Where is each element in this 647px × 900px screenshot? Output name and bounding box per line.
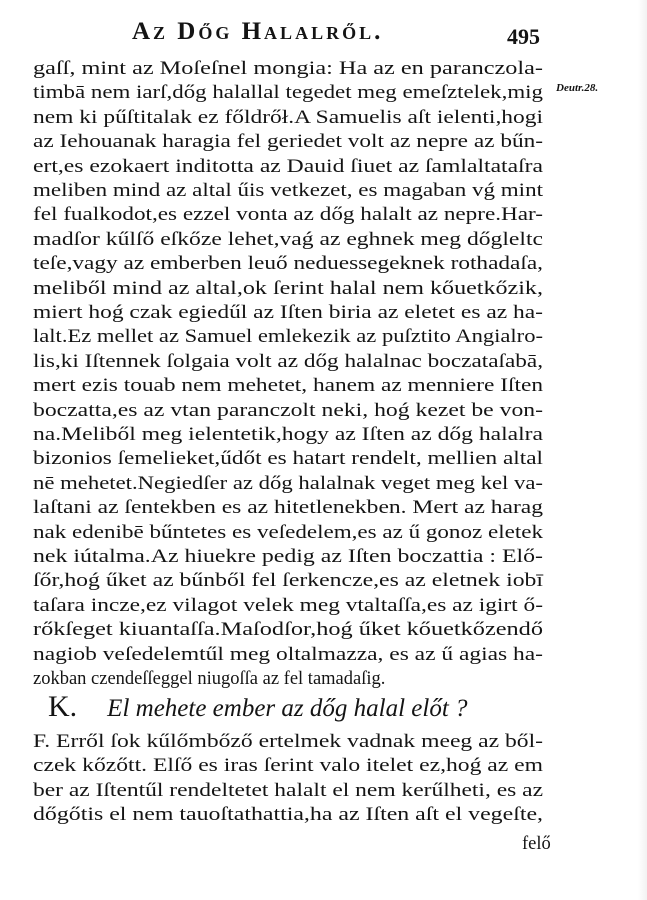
heading-letter: K. (48, 690, 78, 723)
answer-line: ber az Iſtentűl rendeltetet halalt el nem kerűlheti, es az (33, 780, 543, 801)
body-line: nem ki pűſtitalak ez főldrőł.A Samuelis aſt ielenti,hogi (33, 107, 543, 128)
body-line: fel fualkodot,es ezzel vonta az dőg halalt az nepre.Har- (33, 205, 543, 226)
body-line: bizonios ſemelieket,űdőt es hatart rendelt, mellien altal (33, 449, 543, 470)
body-line: lis,ki Iſtennek ſolgaia volt az dőg halalnac boczataſabā, (33, 351, 543, 372)
answer-line: F. Erről ſok kűlőmbőző ertelmek vadnak meeg az ből- (33, 732, 543, 752)
body-line: na.Meliből meg ielentetik,hogy az Iſten az dőg halalra (33, 425, 543, 445)
body-line: ſőr,hoǵ űket az bűnből fel ſerkencze,es az eletnek iobī (33, 571, 543, 592)
page-number: 495 (507, 24, 540, 49)
body-line: rőkſeget kiuantaſſa.Maſodſor,hoǵ űket kőuetkőzendő (33, 620, 543, 641)
running-head: Az Dőg Halalről. (132, 18, 384, 45)
body-line: nak edenibē bűntetes es veſedelem,es az ű gonoz eletek (33, 522, 543, 543)
body-line: lalt.Ez mellet az Samuel emlekezik az puſztito Angialro- (33, 327, 543, 348)
answer-line: dőgőtis el nem tauoſtathattia,ha az Iſten aſt el vegeſte, (33, 805, 543, 826)
body-line: boczatta,es az vtan paranczolt neki, hoǵ kezet be von- (33, 400, 543, 421)
body-line: teſe,vagy az emberben leuő neduessegeknek rothadaſa, (33, 254, 543, 275)
body-line: meliből mind az altal,ok ſerint halal nem kőuetkőzik, (33, 278, 543, 299)
body-line: timbā nem iarſ,dőg halallal tegedet meg emeſztelek,mig (33, 83, 543, 104)
answer-line: czek kőzőtt. Elſő es iras ſerint valo itelet ez,hoǵ az em (33, 756, 543, 777)
section-heading (48, 690, 468, 723)
body-line: miert hoǵ czak egiedűl az Iſten biria az eletet es az ha- (33, 303, 543, 323)
body-line: laſtani az ſentekben es az hitetlenekben. Mert az harag (33, 498, 543, 519)
body-line: madſor kűlſő eſkőze lehet,vaǵ az eghnek meg dőgleltc (33, 229, 543, 250)
page-edge-shadow (638, 0, 647, 900)
body-line: az Iehouanak haragia fel geriedet volt az nepre az bűn- (33, 132, 543, 153)
body-line: gaſſ, mint az Moſeſnel mongia: Ha az en paranczola- (33, 59, 543, 79)
body-line: nagiob veſedelemtűl meg oltalmazza, es az ű agias ha- (33, 644, 543, 665)
heading-question: El mehete ember az dőg halal előt ? (107, 695, 468, 722)
margin-note: Deutr.28. (556, 82, 599, 94)
body-line: nek iútalma.Az hiuekre pedig az Iſten boczattia : Elő- (33, 547, 543, 567)
body-line: zokban czendeſſeggel niugoſſa az fel tamadaſig. (33, 669, 386, 689)
body-line: taſara incze,ez vilagot velek meg vtaltaſſa,es az igirt ő- (33, 595, 543, 616)
catchword: felő (522, 834, 551, 854)
body-line: mert ezis touab nem mehetet, hanem az menniere Iſten (33, 376, 543, 397)
body-line: ert,es ezokaert inditotta az Dauid ſiuet az ſamlaltataſra (33, 156, 543, 177)
body-line: nē mehetet.Negiedſer az dőg halalnak veget meg kel va- (33, 473, 543, 494)
body-line: meliben mind az altal űis vetkezet, es magaban vǵ mint (33, 181, 543, 201)
